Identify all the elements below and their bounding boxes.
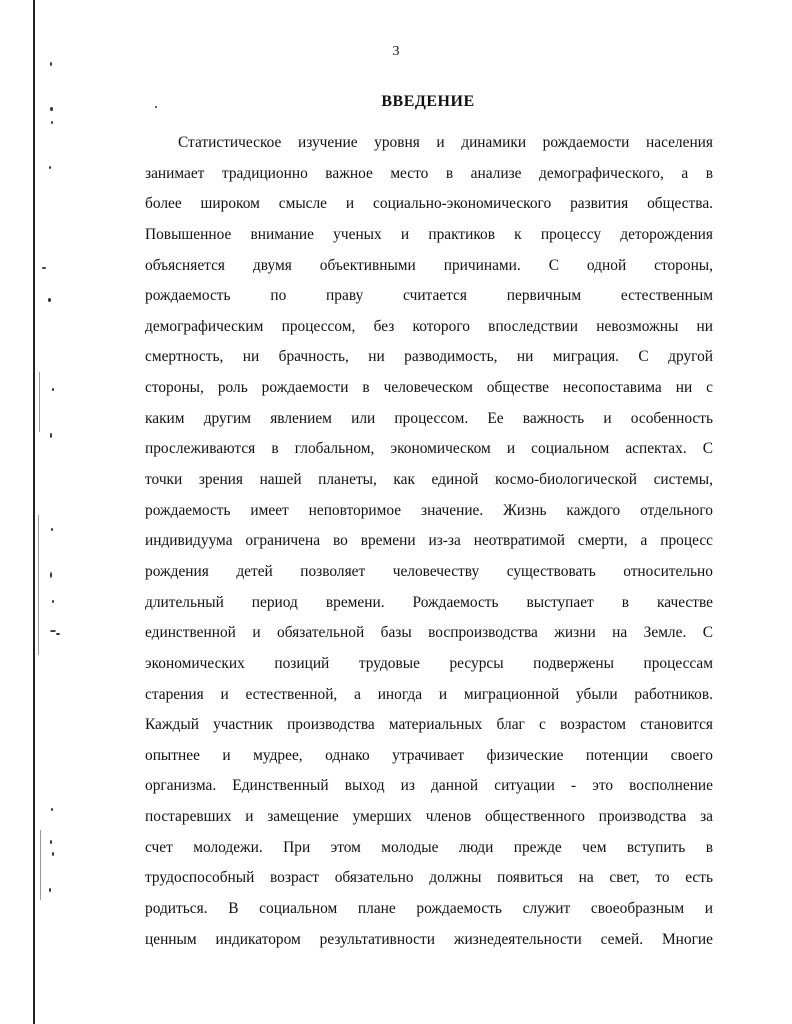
text-line: организма. Единственный выход из данной ситуации - это восполнение xyxy=(145,777,713,795)
scan-speck xyxy=(51,121,53,124)
text-line: трудоспособный возраст обязательно должны появиться на свет, то есть xyxy=(145,869,713,887)
scan-speck xyxy=(49,888,51,892)
scan-faint-line xyxy=(38,515,39,655)
scan-speck xyxy=(52,852,54,856)
body-paragraph xyxy=(145,128,713,955)
text-line: рождаемость имеет неповторимое значение. Жизнь каждого отдельного xyxy=(145,501,713,519)
scan-speck xyxy=(48,298,51,302)
scan-faint-line xyxy=(39,372,40,432)
text-line: рождения детей позволяет человечеству существовать относительно xyxy=(145,562,713,580)
text-line: рождаемость по праву считается первичным естественным xyxy=(145,287,713,305)
text-line: Каждый участник производства материальных благ с возрастом становится xyxy=(145,716,713,734)
text-line: точки зрения нашей планеты, как единой космо-биологической системы, xyxy=(145,471,713,489)
scan-speck xyxy=(51,808,53,811)
text-line: старения и естественной, а иногда и миграционной убыли работников. xyxy=(145,685,713,703)
scan-speck xyxy=(50,840,52,844)
text-line: длительный период времени. Рождаемость выступает в качестве xyxy=(145,593,713,611)
text-line: индивидуума ограничена во времени из-за неотвратимой смерти, а процесс xyxy=(145,532,713,550)
text-line: ценным индикатором результативности жизнедеятельности семей. Многие xyxy=(145,930,713,948)
scan-speck xyxy=(56,633,60,635)
scan-speck xyxy=(42,267,46,269)
text-line: более широком смысле и социально-экономического развития общества. xyxy=(145,195,713,213)
text-line: опытнее и мудрее, однако утрачивает физические потенции своего xyxy=(145,746,713,764)
text-line: счет молодежи. При этом молодые люди прежде чем вступить в xyxy=(145,838,713,856)
page-title: ВВЕДЕНИЕ xyxy=(381,93,475,110)
text-line: занимает традиционно важное место в анализе демографического, а в xyxy=(145,164,713,182)
page-number: 3 xyxy=(392,44,400,59)
scan-speck xyxy=(50,62,52,66)
scan-speck xyxy=(52,600,54,603)
scan-border-line xyxy=(33,0,35,1024)
scan-speck xyxy=(52,388,54,391)
text-line: Статистическое изучение уровня и динамики рождаемости населения xyxy=(178,134,713,151)
text-line: Повышенное внимание ученых и практиков к процессу деторождения xyxy=(145,225,713,243)
scan-speck xyxy=(49,166,51,169)
text-line: каким другим явлением или процессом. Ее важность и особенность xyxy=(145,409,713,427)
text-line: стороны, роль рождаемости в человеческом обществе несопоставима ни с xyxy=(145,379,713,397)
text-line: родиться. В социальном плане рождаемость служит своеобразным и xyxy=(145,900,713,918)
text-line: демографическим процессом, без которого впоследствии невозможны ни xyxy=(145,317,713,335)
text-line: прослеживаются в глобальном, экономическом и социальном аспектах. С xyxy=(145,440,713,458)
scan-speck xyxy=(51,528,53,531)
text-line: постаревших и замещение умерших членов общественного производства за xyxy=(145,808,713,826)
text-line: объясняется двумя объективными причинами. С одной стороны, xyxy=(145,256,713,274)
scan-faint-line xyxy=(40,830,41,900)
scan-speck xyxy=(50,630,56,632)
scan-speck xyxy=(50,433,52,438)
text-line: экономических позиций трудовые ресурсы подвержены процессам xyxy=(145,654,713,672)
text-line: единственной и обязательной базы воспроизводства жизни на Земле. С xyxy=(145,624,713,642)
scan-speck xyxy=(50,572,52,578)
text-line: смертность, ни брачность, ни разводимость, ни миграция. С другой xyxy=(145,348,713,366)
